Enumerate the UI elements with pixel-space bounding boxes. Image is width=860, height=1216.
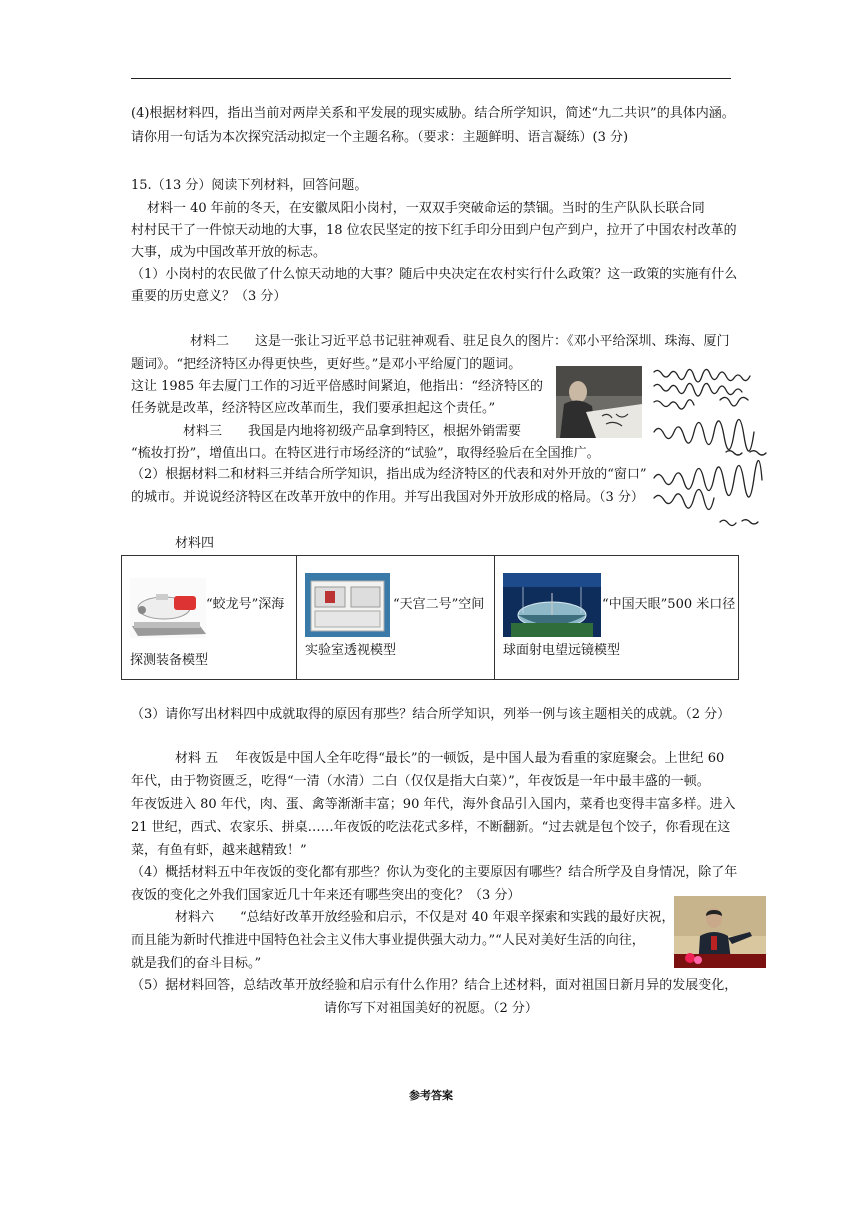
answer-title: 参考答案 [409,1089,453,1102]
material-2-line: 题词》。“把经济特区办得更快些，更好些。”是邓小平给厦门的题词。 [131,357,522,372]
question-1-line: （1）小岗村的农民做了什么惊天动地的大事？随后中央决定在农村实行什么政策？这一政策的实施有什么 [131,267,738,282]
material-4-caption-a: “天宫二号”空间 [393,597,485,612]
material-4-cell [122,556,297,680]
material-4-caption-b: 球面射电望远镜模型 [503,643,621,658]
question-5-line: 请你写下对祖国美好的祝愿。（2 分） [324,1001,538,1016]
material-3-line: 材料三 我国是内地将初级产品拿到特区，根据外销需要 [183,424,522,439]
xi-jinping-photo [674,896,766,968]
q15-heading: 15.（13 分）阅读下列材料，回答问题。 [131,178,368,193]
material-5-line: 21 世纪，西式、农家乐、拼桌……年夜饭的吃法花式多样，不断翻新。“过去就是包个饺子，你看现在这 [131,820,731,835]
material-5-line: 材料 五 年夜饭是中国人全年吃得“最长”的一顿饭，是中国人最为看重的家庭聚会。上世纪 60 [175,751,725,766]
material-4-cell [297,556,495,680]
material-6-line: 就是我们的奋斗目标。” [131,956,262,971]
material-1-line: 大事，成为中国改革开放的标志。 [131,245,327,260]
material-1-line: 村村民干了一件惊天动地的大事，18 位农民坚定的按下红手印分田到户包产到户，拉开了中国农村改革的 [131,223,737,238]
question-3: （3）请你写出材料四中成就取得的原因有那些？结合所学知识，列举一例与该主题相关的成就。（2 分） [131,707,731,722]
q4-line2: 请你用一句话为本次探究活动拟定一个主题名称。（要求：主题鲜明、语言凝练）(3 分) [131,130,629,145]
deng-xiaoping-photo [556,366,642,438]
header-rule [131,78,731,79]
material-5-line: 年夜饭进入 80 年代，肉、蛋、禽等渐渐丰富；90 年代，海外食品引入国内，菜肴也变得丰富多样。进入 [131,797,736,812]
material-4-caption-b: 探测装备模型 [130,653,209,668]
material-2-line: 这让 1985 年去厦门工作的习近平倍感时间紧迫，他指出：“经济特区的 [131,379,543,394]
question-2-line: 的城市。并说说经济特区在改革开放中的作用。并写出我国对外开放形成的格局。（3 分） [131,490,644,505]
material-6-line: 材料六 “总结好改革开放经验和启示，不仅是对 40 年艰辛探索和实践的最好庆祝， [175,910,675,925]
material-5-line: 年代，由于物资匮乏，吃得“一清（水清）二白（仅仅是指大白菜）”，年夜饭是一年中最丰盛的一顿。 [131,774,710,789]
material-4-cell [495,556,739,680]
question-4-line: （4）概括材料五中年夜饭的变化都有那些？你认为变化的主要原因有哪些？结合所学及自身情况，除了年 [131,865,738,880]
fast-telescope-image [503,573,601,637]
material-3-line: “梳妆打扮”，增值出口。在特区进行市场经济的“试验”，取得经验后在全国推广。 [131,446,600,461]
material-4-caption-b: 实验室透视模型 [305,643,397,658]
calligraphy-inscription-image [650,364,775,534]
material-4-caption-a: “中国天眼”500 米口径 [602,597,736,612]
question-5-line: （5）据材料回答，总结改革开放经验和启示有什么作用？结合上述材料，面对祖国日新月异的发展变化， [131,978,738,993]
question-4-line: 夜饭的变化之外我们国家近几十年来还有哪些突出的变化？（3 分） [131,888,521,903]
question-1-line: 重要的历史意义？（3 分） [131,289,287,304]
material-4-caption-a: “蛟龙号”深海 [206,597,285,612]
material-4-table [121,555,739,680]
material-5-line: 菜，有鱼有虾，越来越精致！” [131,843,307,858]
material-1-line: 材料一 40 年前的冬天，在安徽凤阳小岗村，一双双手突破命运的禁锢。当时的生产队队长联合同 [147,201,705,216]
tiangong-lab-image [305,573,390,637]
material-2-line: 任务就是改革，经济特区应改革而生，我们要承担起这个责任。” [131,401,496,416]
question-2-line: （2）根据材料二和材料三并结合所学知识，指出成为经济特区的代表和对外开放的“窗口” [131,467,647,482]
material-2-line: 材料二 这是一张让习近平总书记驻神观看、驻足良久的图片：《邓小平给深圳、珠海、厦门 [190,334,730,349]
jiaolong-submersible-image [130,578,206,638]
material-6-line: 而且能为新时代推进中国特色社会主义伟大事业提供强大动力。”“人民对美好生活的向往， [131,933,645,948]
q4-line1: (4)根据材料四，指出当前对两岸关系和平发展的现实威胁。结合所学知识，简述“九二共识”的具体内涵。 [131,106,735,121]
material-4-label: 材料四 [175,536,215,551]
